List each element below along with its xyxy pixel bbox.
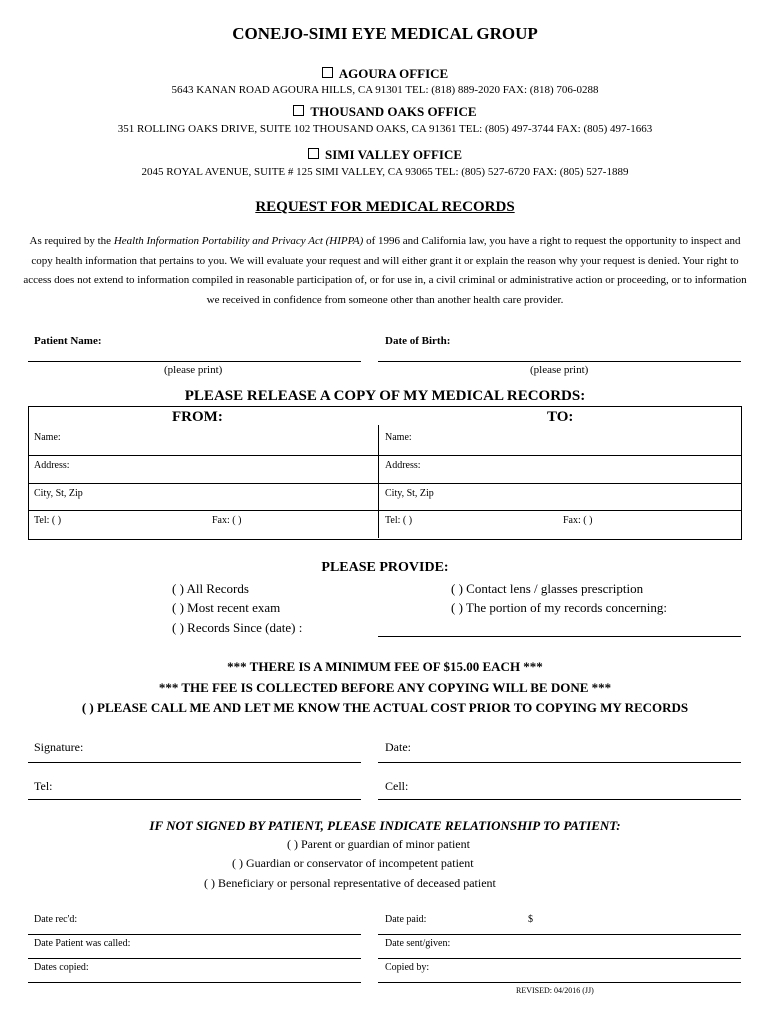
beneficiary-option[interactable]: ( ) Beneficiary or personal representative of deceased patient — [204, 876, 496, 890]
request-title: REQUEST FOR MEDICAL RECORDS — [255, 199, 515, 215]
dob-print-hint: (please print) — [530, 364, 589, 376]
all-records-option[interactable]: ( ) All Records — [172, 581, 249, 596]
intro-act: Health Information Portability and Privacy Act (HIPPA) — [113, 235, 364, 247]
records-since-option[interactable]: ( ) Records Since (date) : — [172, 620, 303, 635]
dates-copied-label: Dates copied: — [34, 962, 89, 973]
date-paid-field[interactable] — [378, 934, 741, 935]
intro-pre: As required by the — [29, 235, 114, 247]
intro-post: of 1996 and California law, you have a right to request the opportunity to inspect and copy health information that pertains to you. We will evaluate your request and will either grant it or explain the reason why your request is denied. Your right to access does not extend to information compiled in reasonable participation of, or for use in, a civil criminal or administrative action or proceeding, or to information we received in confidence from someone other than another health care provider. — [23, 235, 747, 306]
release-row-divider — [28, 510, 742, 511]
date-received-field[interactable] — [28, 934, 361, 935]
parent-guardian-option[interactable]: ( ) Parent or guardian of minor patient — [287, 837, 470, 851]
signature-label: Signature: — [34, 740, 84, 754]
to-name-field[interactable]: Name: — [385, 432, 412, 443]
date-called-field[interactable] — [28, 958, 361, 959]
simi-valley-office-checkbox[interactable] — [308, 148, 319, 159]
dollar-sign: $ — [528, 914, 533, 925]
patient-name-field[interactable] — [28, 361, 361, 362]
simi-valley-office-address: 2045 ROYAL AVENUE, SUITE # 125 SIMI VALLEY, CA 93065 TEL: (805) 527-6720 FAX: (805) 527-1889 — [141, 166, 629, 178]
from-address-field[interactable]: Address: — [34, 460, 70, 471]
date-sent-field[interactable] — [378, 958, 741, 959]
from-label: FROM: — [172, 409, 223, 425]
contact-lens-option[interactable]: ( ) Contact lens / glasses prescription — [451, 581, 644, 596]
from-name-field[interactable]: Name: — [34, 432, 61, 443]
tel-field[interactable] — [28, 799, 361, 800]
recent-exam-option[interactable]: ( ) Most recent exam — [172, 600, 281, 615]
agoura-office-address: 5643 KANAN ROAD AGOURA HILLS, CA 91301 TEL: (818) 889-2020 FAX: (818) 706-0288 — [171, 84, 599, 96]
conservator-option[interactable]: ( ) Guardian or conservator of incompetent patient — [232, 856, 474, 870]
records-concerning-field[interactable] — [378, 636, 741, 637]
to-city-field[interactable]: City, St, Zip — [385, 488, 434, 499]
dob-field[interactable] — [378, 361, 741, 362]
signature-date-field[interactable] — [378, 762, 741, 763]
office-agoura-heading — [0, 66, 770, 82]
office-simi-valley-heading — [0, 147, 770, 163]
provide-title: PLEASE PROVIDE: — [321, 560, 449, 575]
relationship-title: IF NOT SIGNED BY PATIENT, PLEASE INDICATE RELATIONSHIP TO PATIENT: — [149, 818, 621, 833]
signature-field[interactable] — [28, 762, 361, 763]
date-received-label: Date rec'd: — [34, 914, 78, 925]
release-row-divider — [28, 455, 742, 456]
minimum-fee-notice: *** THERE IS A MINIMUM FEE OF $15.00 EACH *** — [227, 659, 543, 674]
call-before-copying-option[interactable]: ( ) PLEASE CALL ME AND LET ME KNOW THE ACTUAL COST PRIOR TO COPYING MY RECORDS — [81, 700, 689, 715]
cell-field[interactable] — [378, 799, 741, 800]
page-title: CONEJO-SIMI EYE MEDICAL GROUP — [232, 24, 538, 43]
to-label: TO: — [547, 409, 574, 425]
records-portion-option[interactable]: ( ) The portion of my records concerning: — [451, 600, 667, 615]
copied-by-field[interactable] — [378, 982, 741, 983]
from-city-field[interactable]: City, St, Zip — [34, 488, 83, 499]
tel-label: Tel: — [34, 779, 53, 793]
to-address-field[interactable]: Address: — [385, 460, 421, 471]
revision-note: REVISED: 04/2016 (JJ) — [516, 986, 594, 995]
dates-copied-field[interactable] — [28, 982, 361, 983]
office-thousand-oaks-heading — [0, 104, 770, 120]
simi-valley-office-name: SIMI VALLEY OFFICE — [324, 147, 462, 162]
thousand-oaks-office-checkbox[interactable] — [293, 105, 304, 116]
agoura-office-checkbox[interactable] — [322, 67, 333, 78]
date-sent-label: Date sent/given: — [385, 938, 451, 949]
release-row-divider — [28, 483, 742, 484]
patient-name-label: Patient Name: — [34, 335, 102, 347]
release-table-divider — [378, 425, 379, 538]
dob-label: Date of Birth: — [385, 335, 451, 347]
cell-label: Cell: — [385, 779, 409, 793]
date-paid-label: Date paid: — [385, 914, 427, 925]
fee-collection-notice: *** THE FEE IS COLLECTED BEFORE ANY COPYING WILL BE DONE *** — [158, 680, 612, 695]
release-title: PLEASE RELEASE A COPY OF MY MEDICAL RECORDS: — [184, 388, 586, 404]
hipaa-notice-paragraph — [20, 232, 750, 310]
to-tel-field[interactable]: Tel: ( ) — [385, 515, 413, 526]
agoura-office-name: AGOURA OFFICE — [338, 66, 449, 81]
to-fax-field[interactable]: Fax: ( ) — [563, 515, 593, 526]
copied-by-label: Copied by: — [385, 962, 430, 973]
signature-date-label: Date: — [385, 740, 411, 754]
thousand-oaks-office-name: THOUSAND OAKS OFFICE — [310, 104, 477, 119]
date-called-label: Date Patient was called: — [34, 938, 131, 949]
patient-name-print-hint: (please print) — [164, 364, 223, 376]
from-tel-field[interactable]: Tel: ( ) — [34, 515, 62, 526]
thousand-oaks-office-address: 351 ROLLING OAKS DRIVE, SUITE 102 THOUSAND OAKS, CA 91361 TEL: (805) 497-3744 FAX: (805) 497-1663 — [117, 123, 653, 135]
from-fax-field[interactable]: Fax: ( ) — [212, 515, 242, 526]
